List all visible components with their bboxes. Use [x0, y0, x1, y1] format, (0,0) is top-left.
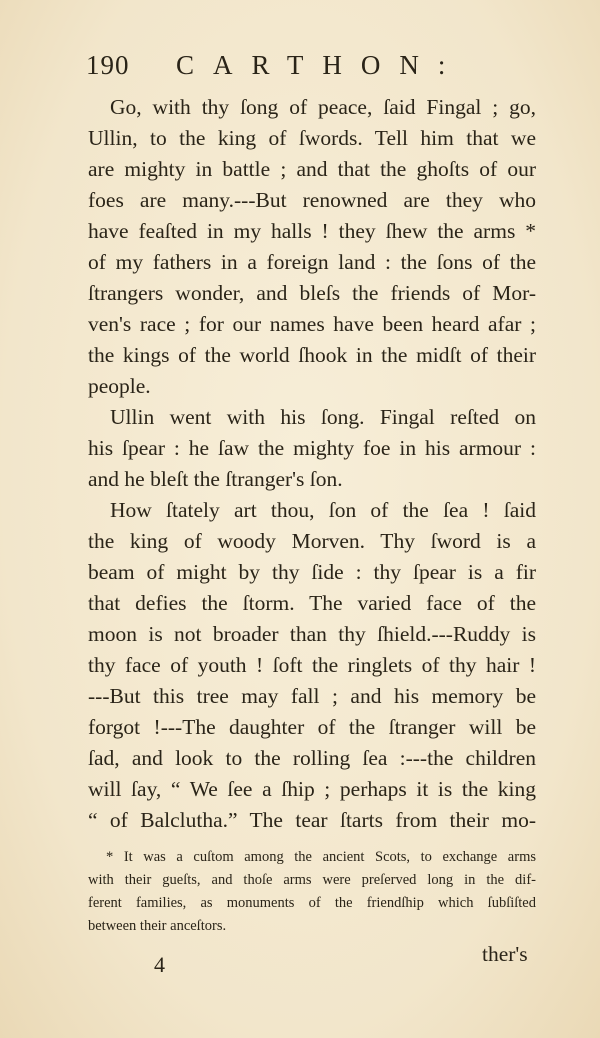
text-line: the king of woody Morven. Thy ſword is a — [88, 529, 536, 553]
text-line: “ of Balclutha.” The tear ſtarts from their mo- — [88, 808, 536, 832]
text-line: moon is not broader than thy ſhield.---Ruddy is — [88, 622, 536, 646]
signature-mark: 4 — [154, 952, 165, 977]
text-line: forgot !---The daughter of the ſtranger will be — [88, 715, 536, 739]
text-line: ---But this tree may fall ; and his memory be — [88, 684, 536, 708]
text-line: ſtrangers wonder, and bleſs the friends of Mor- — [88, 281, 536, 305]
page-header — [86, 50, 486, 90]
text-line: that defies the ſtorm. The varied face of the — [88, 591, 536, 615]
text-line: of my fathers in a foreign land : the ſons of the — [88, 250, 536, 274]
text-line: Ullin went with his ſong. Fingal reſted on — [110, 405, 536, 429]
catchword: ther's — [482, 942, 528, 966]
text-line: thy face of youth ! ſoft the ringlets of thy hair ! — [88, 653, 536, 677]
footnote-line: * It was a cuſtom among the ancient Scots, to exchange arms — [106, 849, 536, 865]
footnote-line: between their anceſtors. — [88, 918, 227, 934]
text-line: the kings of the world ſhook in the midſt of their — [88, 343, 536, 367]
text-line: people. — [88, 374, 151, 398]
text-line: and he bleſt the ſtranger's ſon. — [88, 467, 343, 491]
page-number: 190 — [86, 50, 130, 80]
text-line: will ſay, “ We ſee a ſhip ; perhaps it is the king — [88, 777, 536, 801]
text-line: Go, with thy ſong of peace, ſaid Fingal ; go, — [110, 95, 536, 119]
text-line: beam of might by thy ſide : thy ſpear is a fir — [88, 560, 536, 584]
text-line: ven's race ; for our names have been heard afar ; — [88, 312, 536, 336]
footnote — [88, 846, 536, 938]
footnote-line: with their gueſts, and thoſe arms were preſerved long in the dif- — [88, 872, 536, 888]
text-line: his ſpear : he ſaw the mighty foe in his armour : — [88, 436, 536, 460]
text-line: have feaſted in my halls ! they ſhew the arms * — [88, 219, 536, 243]
body-text — [88, 92, 536, 836]
footnote-line: ferent families, as monuments of the friendſhip which ſubſiſted — [88, 895, 536, 911]
text-line: ſad, and look to the rolling ſea :---the children — [88, 746, 536, 770]
text-line: How ſtately art thou, ſon of the ſea ! ſaid — [110, 498, 536, 522]
text-line: foes are many.---But renowned are they who — [88, 188, 536, 212]
text-line: are mighty in battle ; and that the ghoſts of our — [88, 157, 536, 181]
running-head: CARTHON: — [176, 50, 465, 80]
text-line: Ullin, to the king of ſwords. Tell him that we — [88, 126, 536, 150]
